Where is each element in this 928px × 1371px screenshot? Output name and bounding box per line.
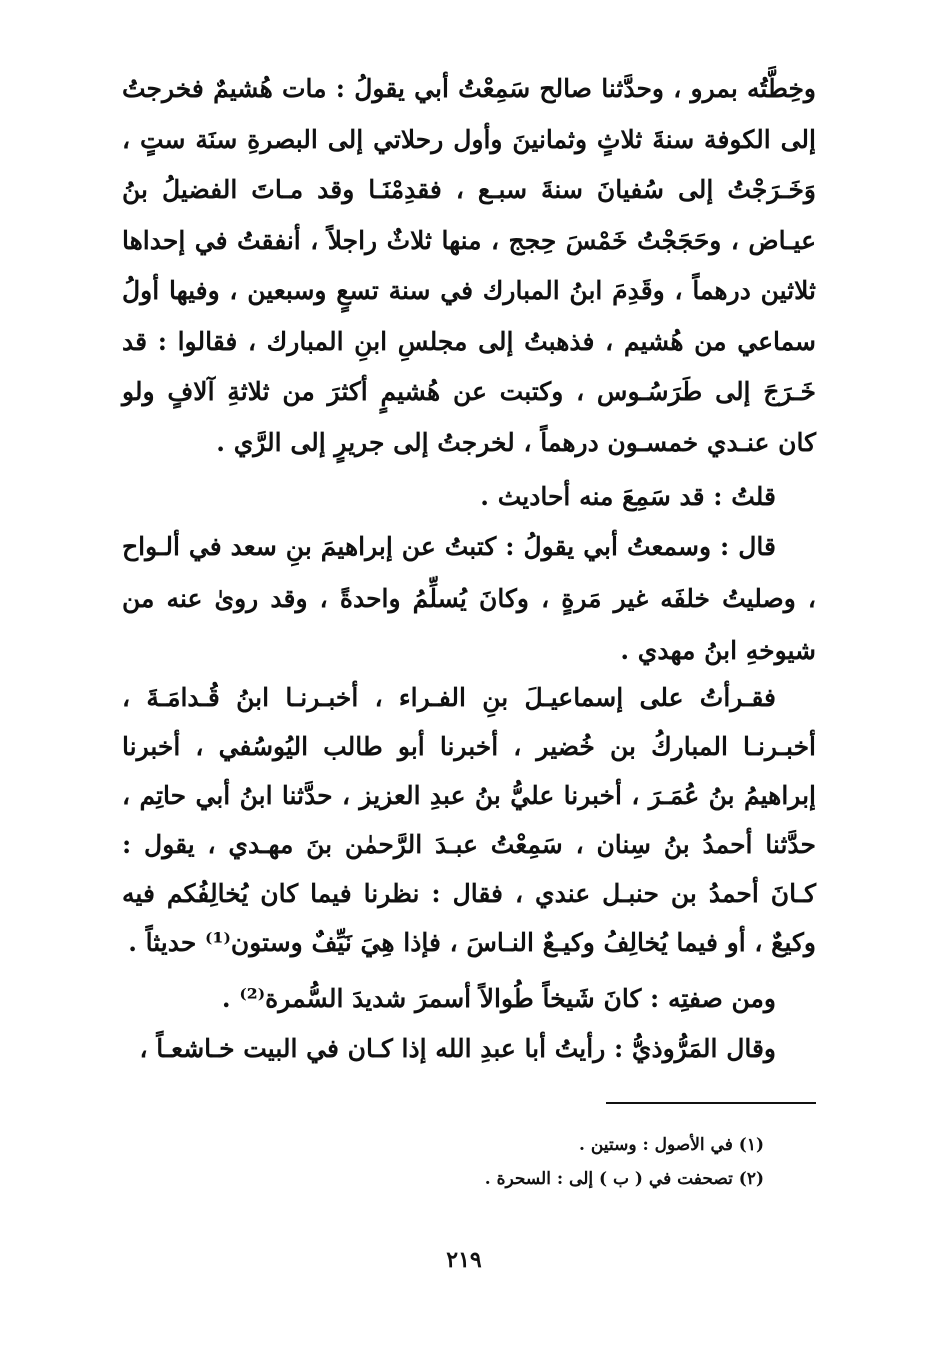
paragraph-ibrahim-ibn-saad: قال : وسمعتُ أبي يقولُ : كتبتُ عن إبراهيمَ بنِ سعد في ألـواح ، وصليتُ خلفَه غير مَرةٍ ، وكانَ يُسلِّمُ واحدةً ، وقد روىٰ عنه من شيوخهِ ابنُ مهدي . bbox=[122, 532, 816, 665]
page-number: ٢١٩ bbox=[446, 1247, 482, 1273]
paragraph-isnad: فقـرأتُ على إسماعيـلَ بنِ الفـراء ، أخبـرنـا ابنُ قُـدامَـةَ ، أخبـرنـا المباركُ بن خُضير ، أخبرنا أبو طالب اليُوسُفي ، أخبرنا إبراهيمُ بنُ عُمَـرَ ، أخبرنا عليُّ بنُ عبدِ العزيز ، حدَّثنا ابنُ أبي حاتِم ، حدَّثنا أحمدُ بنُ سِنان ، سَمِعْتُ عبـدَ الرَّحمٰن بنَ مهـدي ، يقول : كـانَ أحمدُ بن حنبـل عندي ، فقال : نظرنا فيما كان يُخالِفُكم فيه وكيعٌ ، أو فيما يُخالِفُ وكيـعٌ النـاسَ ، فإذا هِيَ نَيِّفٌ وستون⁽¹⁾ حديثاً . bbox=[122, 683, 816, 957]
footnote-divider bbox=[606, 1102, 816, 1104]
paragraph-marrudhi: وقال المَرُّوذيُّ : رأيتُ أبا عبدِ الله إذا كـان في البيت خـاشعـاً ، bbox=[139, 1034, 776, 1063]
paragraph-note: قلتُ : قد سَمِعَ منه أحاديث . bbox=[480, 482, 776, 511]
footnotes bbox=[122, 1128, 816, 1196]
paragraph-description: ومن صفتِه : كانَ شَيخاً طُوالاً أسمرَ شديدَ السُّمرة⁽²⁾ . bbox=[221, 984, 776, 1013]
footnote-2: (٢) تصحفت في ( ب ) إلى : السحرة . bbox=[484, 1169, 764, 1189]
paragraph-travels: وخِطَّتُه بمرو ، وحدَّثنا صالح سَمِعْتُ أبي يقولُ : مات هُشيمٌ فخرجتُ إلى الكوفة سنةَ ثلاثٍ وثمانينَ وأول رحلاتي إلى البصرةِ سنَة ستٍ ، وَخَـرَجْتُ إلى سُفيانَ سنةَ سبـع ، فقدِمْنَـا وقد مـاتَ الفضيلُ بنُ عيـاض ، وحَجَجْتُ خَمْسَ حِجج ، منها ثلاثٌ راجلاً ، أنفقتُ في إحداها ثلاثين درهماً ، وقَدِمَ ابنُ المبارك في سنة تسعٍ وسبعين ، وفيها أولُ سماعي من هُشيم ، فذهبتُ إلى مجلسِ ابنِ المبارك ، فقالوا : قد خَـرَجَ إلى طَرَسُـوس ، وكتبت عن هُشيمٍ أكثرَ من ثلاثةِ آلافٍ ولو كان عنـدي خمسـون درهماً ، لخرجتُ إلى جريرٍ إلى الرَّي . bbox=[122, 74, 816, 457]
footnote-1: (١) في الأصول : وستين . bbox=[579, 1135, 764, 1155]
